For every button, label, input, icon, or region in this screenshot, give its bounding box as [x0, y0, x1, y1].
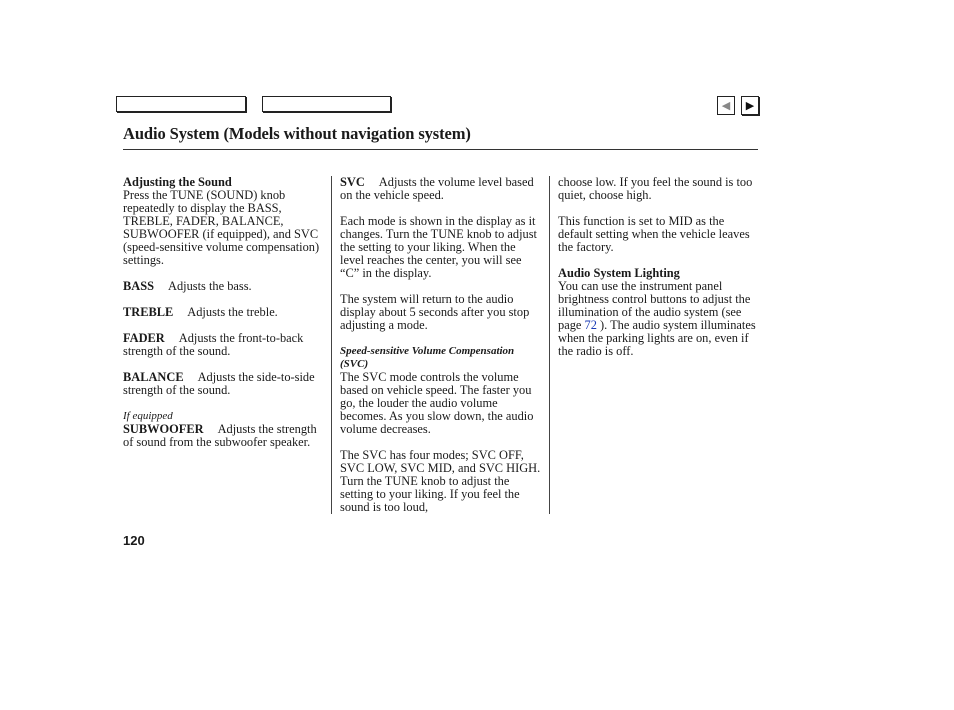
- fader-label: FADER: [123, 331, 165, 345]
- default-setting-paragraph: This function is set to MID as the default setting when the vehicle leaves the factory.: [558, 214, 750, 254]
- column-divider: [331, 176, 332, 514]
- page-number: 120: [123, 533, 145, 548]
- adjusting-sound-section: [123, 176, 323, 267]
- treble-text: Adjusts the treble.: [187, 305, 278, 319]
- bass-label: BASS: [123, 279, 154, 293]
- page-title: Audio System (Models without navigation system): [123, 124, 471, 143]
- column-3: [558, 176, 758, 371]
- subwoofer-item: [123, 410, 323, 449]
- page-72-link[interactable]: 72: [584, 318, 597, 332]
- nav-box-index[interactable]: [262, 96, 391, 112]
- next-page-button[interactable]: [741, 96, 759, 115]
- svc-item: [340, 176, 542, 202]
- balance-text: Adjusts the side-to-side strength of the sound.: [123, 370, 315, 397]
- svc-modes-paragraph: The SVC has four modes; SVC OFF, SVC LOW, SVC MID, and SVC HIGH. Turn the TUNE knob to adjust the setting to your liking. If you feel the sound is too loud,: [340, 448, 541, 514]
- lighting-text-start: You can use the instrument panel brightness control buttons to adjust the illumination of the audio system (see page: [558, 279, 751, 332]
- treble-label: TREBLE: [123, 305, 174, 319]
- lighting-heading: Audio System Lighting: [558, 266, 680, 280]
- svc-section: [340, 345, 542, 436]
- svc-description: The SVC mode controls the volume based on vehicle speed. The faster you go, the louder the audio volume becomes. As you slow down, the audio volume decreases.: [340, 370, 534, 436]
- continued-paragraph: choose low. If you feel the sound is too quiet, choose high.: [558, 175, 753, 202]
- nav-box-contents[interactable]: [116, 96, 246, 112]
- svc-text: Adjusts the volume level based on the vehicle speed.: [340, 175, 534, 202]
- subwoofer-label: SUBWOOFER: [123, 422, 204, 436]
- adjusting-sound-heading: Adjusting the Sound: [123, 175, 232, 189]
- adjusting-sound-text: Press the TUNE (SOUND) knob repeatedly to display the BASS, TREBLE, FADER, BALANCE, SUBWOOFER (if equipped), and SVC (speed-sensitive volume compensation) settings.: [123, 188, 320, 267]
- title-divider: [123, 149, 758, 150]
- mode-display-paragraph: Each mode is shown in the display as it changes. Turn the TUNE knob to adjust the setting to your liking. When the level reaches the center, you will see “C” in the display.: [340, 214, 537, 280]
- return-display-paragraph: The system will return to the audio display about 5 seconds after you stop adjusting a mode.: [340, 292, 530, 332]
- svc-heading: Speed-sensitive Volume Compensation (SVC): [340, 345, 515, 370]
- bass-item: [123, 280, 323, 293]
- column-divider: [549, 176, 550, 514]
- balance-label: BALANCE: [123, 370, 184, 384]
- fader-item: [123, 332, 323, 358]
- balance-item: [123, 371, 323, 397]
- column-2: [340, 176, 542, 527]
- right-arrow-icon: ▶: [745, 99, 755, 112]
- left-arrow-icon: ◀: [721, 99, 731, 112]
- lighting-section: [558, 267, 758, 358]
- treble-item: [123, 306, 323, 319]
- bass-text: Adjusts the bass.: [168, 279, 252, 293]
- column-1: [123, 176, 323, 462]
- fader-text: Adjusts the front-to-back strength of the sound.: [123, 331, 304, 358]
- lighting-text-end: ). The audio system illuminates when the parking lights are on, even if the radio is off.: [558, 318, 756, 358]
- subwoofer-text: Adjusts the strength of sound from the subwoofer speaker.: [123, 422, 317, 449]
- svc-label: SVC: [340, 175, 365, 189]
- if-equipped-note: If equipped: [123, 410, 173, 422]
- previous-page-button[interactable]: [717, 96, 735, 115]
